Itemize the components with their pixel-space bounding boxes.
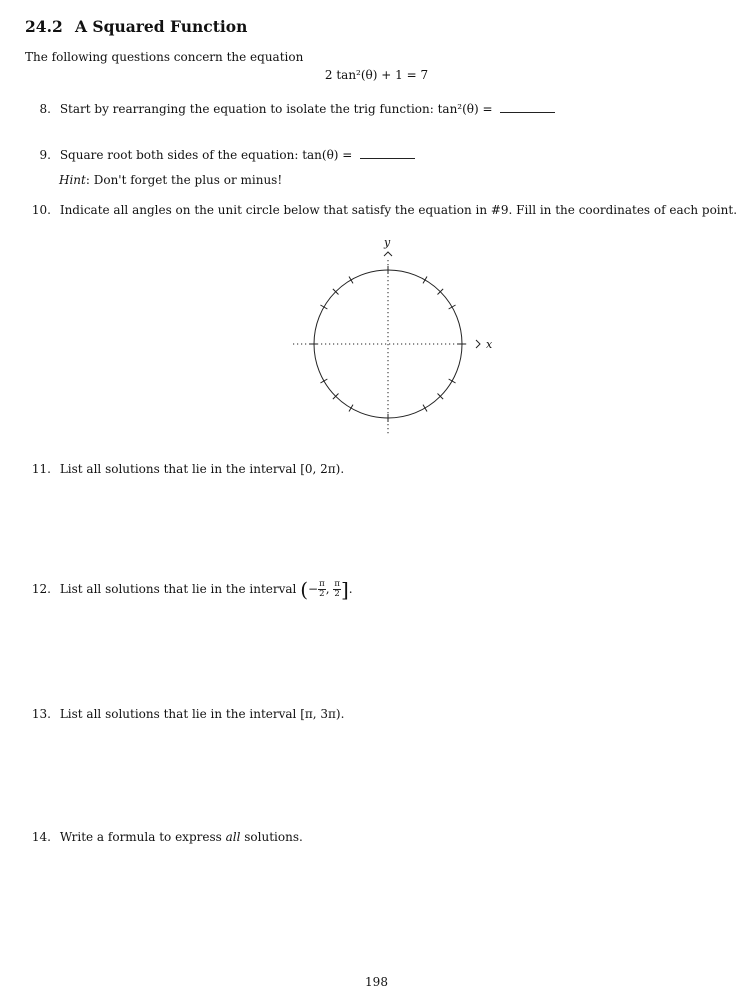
interval-close: ]: [340, 577, 349, 602]
page-number: 198: [365, 975, 388, 989]
main-equation: 2 tan²(θ) + 1 = 7: [324, 68, 429, 82]
question-number: 12.: [31, 582, 51, 596]
question-number: 13.: [31, 707, 51, 721]
answer-blank[interactable]: [360, 157, 415, 159]
section-number: 24.2: [25, 17, 63, 36]
angle-tick[interactable]: [423, 405, 427, 412]
y-axis-label: y: [384, 236, 391, 249]
angle-tick[interactable]: [320, 305, 327, 309]
question-14: [30, 830, 303, 844]
question-text: Start by rearranging the equation to isolate the trig function: tan²(θ) =: [59, 102, 493, 116]
question-number: 10.: [31, 203, 51, 217]
angle-tick[interactable]: [320, 379, 327, 383]
question-text: Indicate all angles on the unit circle below that satisfy the equation in #9. Fill in the coordinates of each point.: [59, 203, 738, 217]
intro-text: The following questions concern the equation: [25, 50, 304, 64]
question-number: 9.: [39, 148, 51, 162]
question-number: 11.: [31, 462, 51, 476]
interval-left-fraction: $\frac{\pi}{2}$: [319, 579, 325, 599]
question-text: List all solutions that lie in the interval: [59, 582, 297, 596]
interval-left-sign: −: [308, 582, 319, 596]
question-12: [30, 577, 353, 602]
interval-separator: ,: [325, 582, 330, 596]
question-11: [30, 462, 344, 476]
question-text: Write a formula to express all solutions.: [59, 830, 303, 844]
question-13: [30, 707, 344, 721]
question-number: 14.: [31, 830, 51, 844]
question-text: List all solutions that lie in the interval [0, 2π).: [59, 462, 345, 476]
unit-circle-diagram: [283, 230, 503, 440]
angle-tick[interactable]: [423, 276, 427, 283]
angle-tick[interactable]: [349, 405, 353, 412]
question-text: List all solutions that lie in the interval [π, 3π).: [59, 707, 345, 721]
angle-tick[interactable]: [449, 305, 456, 309]
hint-text: : Don't forget the plus or minus!: [85, 173, 283, 187]
answer-blank[interactable]: [500, 111, 555, 113]
interval-end: .: [348, 582, 353, 596]
question-10: [30, 203, 737, 217]
angle-tick[interactable]: [349, 276, 353, 283]
interval-right-fraction: $\frac{\pi}{2}$: [334, 579, 340, 599]
interval-open: (: [300, 577, 309, 602]
angle-tick[interactable]: [449, 379, 456, 383]
hint: [59, 173, 282, 187]
x-axis-label: x: [486, 338, 493, 351]
question-text: Square root both sides of the equation: tan(θ) =: [59, 148, 353, 162]
section-title: A Squared Function: [75, 17, 248, 36]
question-9: [34, 148, 415, 162]
y-axis-arrow: [384, 252, 392, 256]
question-8: [34, 102, 555, 116]
x-axis-arrow: [476, 340, 480, 348]
question-number: 8.: [39, 102, 51, 116]
hint-label: Hint: [59, 173, 86, 187]
